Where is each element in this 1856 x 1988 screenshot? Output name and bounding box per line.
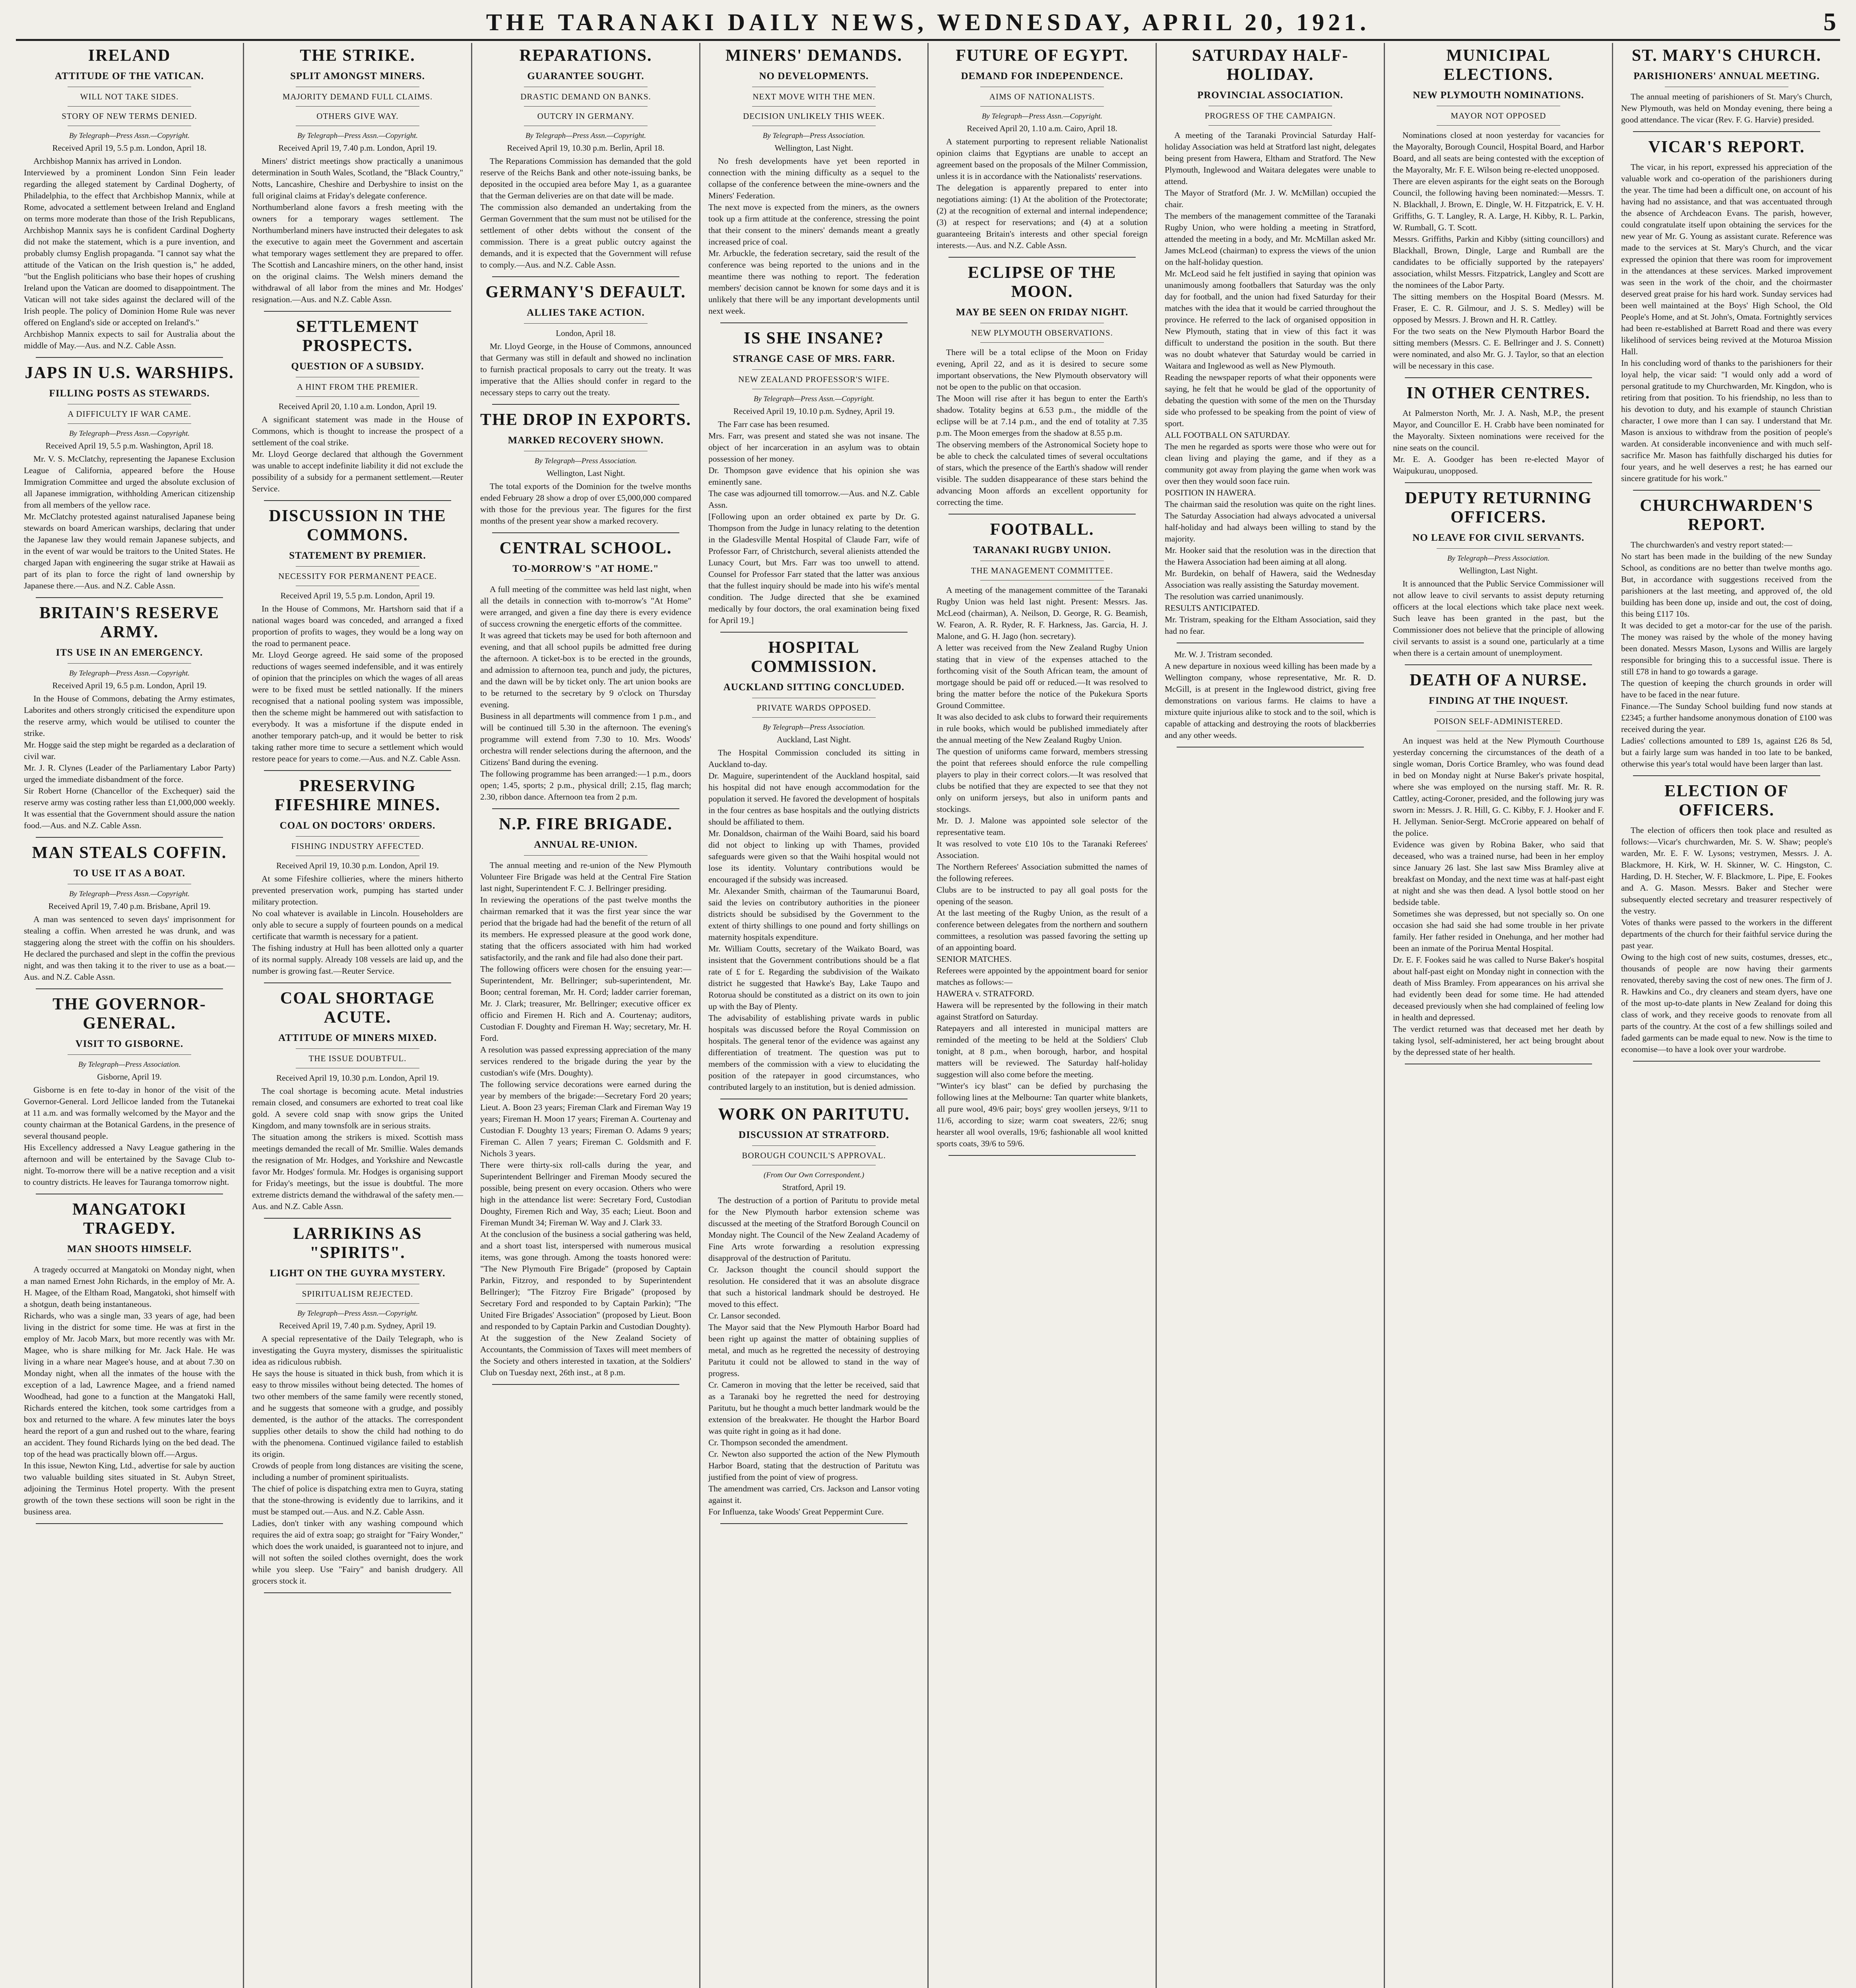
subhead-divider bbox=[68, 106, 191, 107]
article-divider bbox=[36, 837, 223, 838]
masthead bbox=[16, 7, 1840, 41]
newspaper-title: THE TARANAKI DAILY NEWS, WEDNESDAY, APRIL 20, 1921. bbox=[486, 9, 1370, 35]
article bbox=[937, 263, 1148, 514]
article bbox=[1393, 384, 1604, 483]
article-subhead: NEW ZEALAND PROFESSOR'S WIFE. bbox=[738, 375, 890, 384]
article-subhead: QUESTION OF A SUBSIDY. bbox=[291, 361, 424, 372]
article-subhead: DISCUSSION AT STRATFORD. bbox=[739, 1130, 889, 1140]
article-body: The churchwarden's and vestry report stated:— No start has been made in the building of the new Sunday School, as conditions are no better than twelve months ago. But, in accordance with suggestions received from the parishioners at the last meeting, and approved of, the old building has been done up, inside and out, the cost of doing, this being £117 10s. It was decided to get a motor-car for the use of the parish. The money was raised by the whole of the money having been donated. Messrs Mason, Lysons and Willis are largely responsible for bringing this to a successful issue. There is still £78 in hand to go towards a garage. The question of keeping the church grounds in order will have to be faced in the near future. Finance.—The Sunday School building fund now stands at £2345; a further handsome anonymous donation of £100 was received during the year. Ladies' collections amounted to £89 1s, against £26 8s 5d, but a fairly large sum was handed in too late to be banked, otherwise this year's total would have been larger than last. bbox=[1621, 540, 1832, 769]
subhead-divider bbox=[980, 106, 1104, 107]
article-divider bbox=[36, 988, 223, 989]
article-headline: CHURCHWARDEN'S REPORT. bbox=[1640, 497, 1813, 534]
subhead-divider bbox=[524, 579, 648, 580]
article bbox=[708, 1105, 919, 1524]
article-headline: FUTURE OF EGYPT. bbox=[956, 47, 1129, 65]
article-headline: THE GOVERNOR-GENERAL. bbox=[52, 995, 206, 1033]
article-subhead: DECISION UNLIKELY THIS WEEK. bbox=[743, 111, 885, 121]
article-divider bbox=[264, 770, 451, 771]
article-divider bbox=[948, 1155, 1136, 1156]
article-body: A special representative of the Daily Telegraph, who is investigating the Guyra mystery, dismisses the spiritualistic idea as ridiculous rubbish. He says the house is situated in thick bush, from which it is easy to throw missiles without being detected. The homes of two other members of the same family were recently stoned, and he suggests that someone with a grudge, and possibly demented, is the author of the attacks. The correspondent supplies other details to show the child had nothing to do with the phenomena. Continued vigilance failed to establish its origin. Crowds of people from long distances are visiting the scene, including a number of prominent spiritualists. The chief of police is dispatching extra men to Guyra, stating that the stone-throwing is evidently due to larrikins, and it must be stamped out.—Aus. and N.Z. Cable Assn. Ladies, don't tinker with any washing compound which requires the aid of extra soap; go straight for "Fairy Wonder," which does the work unaided, is guaranteed not to injure, and will not soften the soiled clothes overnight, does the work while you sleep. Use "Fairy" and banish drudgery. All grocers stock it. bbox=[252, 1334, 463, 1586]
article-credit: By Telegraph—Press Assn.—Copyright. bbox=[69, 890, 190, 898]
article-subhead: TO USE IT AS A BOAT. bbox=[74, 868, 185, 879]
article-divider bbox=[1405, 482, 1592, 483]
article-credit: By Telegraph—Press Association. bbox=[762, 132, 865, 140]
article-divider bbox=[264, 311, 451, 312]
article-subhead: POISON SELF-ADMINISTERED. bbox=[1434, 716, 1563, 726]
article bbox=[708, 46, 919, 323]
article-subhead: DRASTIC DEMAND ON BANKS. bbox=[520, 92, 651, 101]
article-subhead: GUARANTEE SOUGHT. bbox=[527, 71, 644, 82]
article-headline: SETTLEMENT PROSPECTS. bbox=[296, 318, 419, 355]
article-subhead: THE ISSUE DOUBTFUL. bbox=[308, 1054, 407, 1063]
article-headline: ST. MARY'S CHURCH. bbox=[1631, 47, 1822, 65]
subhead-divider bbox=[524, 106, 648, 107]
article-body: It is announced that the Public Service Commissioner will not allow leave to civil servants to assist deputy returning officers at the local elections which take place next week. Such leave has been granted in the past, but the Commissioner does not believe that the principle of allowing civil servants to assist is a sound one, particularly at a time when there is a certain amount of unemployment. bbox=[1393, 579, 1606, 658]
article-divider bbox=[492, 276, 679, 277]
article-credit: By Telegraph—Press Assn.—Copyright. bbox=[525, 132, 646, 140]
article-subhead: SPLIT AMONGST MINERS. bbox=[290, 71, 425, 82]
article bbox=[252, 46, 463, 312]
article-dateline: Received April 19, 5.5 p.m. Washington, April 18. bbox=[45, 441, 213, 450]
article-subhead: STORY OF NEW TERMS DENIED. bbox=[62, 111, 197, 121]
article-body: Mr. V. S. McClatchy, representing the Japanese Exclusion League of California, appeared before the House Immigration Committee and urged the absolute exclusion of all Japanese immigration, withholding American citizenship from all members of the yellow race. Mr. McClatchy protested against naturalised Japanese being stewards on board American warships, declaring that under the Japanese law they would remain Japanese subjects, and in the event of war would be traitors to the United States. He charged Japan with engineering the sugar strike at Hawaii as part of its plan to force the right of land ownership by Japanese there.—Aus. and N.Z. Cable Assn. bbox=[24, 454, 235, 590]
article-body: A meeting of the Taranaki Provincial Saturday Half-holiday Association was held at Stratford last night, delegates being present from Hawera, Eltham and Stratford. The New Plymouth, Inglewood and Waitara delegates were unable to attend. The Mayor of Stratford (Mr. J. W. McMillan) occupied the chair. The members of the management committee of the Taranaki Rugby Union, who were holding a meeting in Stratford, attended the meeting in a body, and Mr. McMillan asked Mr. James McLeod (chairman) to express the views of the union on the half-holiday question. Mr. McLeod said he felt justified in saying that opinion was unanimously among footballers that Saturday was the only day for football, and the union had fixed Saturday for their matches with the idea that it would be carried throughout the province. He referred to the lack of organised opposition in New Plymouth, stating that in view of this fact it was difficult to understand the position in the south. But there was no doubt whatever that Saturday would be carried in Waitara and Inglewood as well as New Plymouth. Reading the newspaper reports of what their opponents were saying, he felt that he would be glad of the opportunity of debating the question with some of the men on the Thursday side who professed to be speaking from the point of view of sport. ALL FOOTBALL ON SATURDAY. The men he regarded as sports were those who were out for clean living and playing the game, and if they as a community got away from playing the game when work was over then they would soon face ruin. POSITION IN HAWERA. The chairman said the resolution was quite on the right lines. The Saturday Association had always advocated a universal half-holiday and had always been willing to stand by the majority. Mr. Hooker said that the resolution was in the direction that the Hawera Association had been aiming at all along. Mr. Burdekin, on behalf of Hawera, said the Wednesday Association was really assisting the Saturday movement. The resolution was carried unanimously. RESULTS ANTICIPATED. Mr. Tristram, speaking for the Eltham Association, said they had no fear. bbox=[1165, 130, 1376, 636]
subhead-divider bbox=[296, 1048, 419, 1049]
article-headline: HOSPITAL COMMISSION. bbox=[751, 639, 877, 676]
article-divider bbox=[720, 1523, 908, 1524]
subhead-divider bbox=[752, 717, 876, 718]
subhead-divider bbox=[296, 566, 419, 567]
article-body: A tragedy occurred at Mangatoki on Monday night, when a man named Ernest John Richards, in the employ of Mr. A. H. Magee, of the Eltham Road, Mangatoki, shot himself with a shotgun, death being instantaneous. Richards, who was a single man, 33 years of age, had been living in the district for some time. He was at first in the employ of Mr. Jacob Marx, but more recently was with Mr. Magee, who is share milking for Mr. Jack Hale. He was living in a whare near Magee's house, and at about 7.30 on Monday night, when all the inmates of the house with the exception of a lad, Lawrence Magee, and a friend named Woodhead, had gone to a function at the Mangatoki Hall, Richards entered the kitchen, took some cartridges from a box and returned to the whare. A few minutes later the boys heard the report of a gun and rushed out to the whare, fearing an accident. They found Richards lying on the bed dead. The top of the head was practically blown off.—Argus. In this issue, Newton King, Ltd., advertise for sale by auction two valuable building sites situated in St. Aubyn Street, adjoining the Terminus Hotel property. With the present growth of the town these sections will soon be right in the business area. bbox=[24, 1265, 235, 1516]
article-body: A statement purporting to represent reliable Nationalist opinion claims that Egyptians are unable to accept an agreement based on the proposals of the Milner Commission, unless it is in accordance with the Nationalists' reservations. The delegation is apparently prepared to enter into negotiations aiming: (1) At the abolition of the Protectorate; (2) at the recognition of external and internal independence; (3) at respect for reservations; and (4) at a solution guaranteeing Britain's interests and other special foreign interests.—Aus. and N.Z. Cable Assn. bbox=[937, 137, 1148, 250]
article-credit: By Telegraph—Press Association. bbox=[78, 1060, 181, 1069]
article bbox=[708, 638, 919, 1099]
article-subhead: MARKED RECOVERY SHOWN. bbox=[508, 435, 664, 446]
article bbox=[24, 995, 235, 1194]
column-6 bbox=[1157, 43, 1385, 1988]
article-subhead: ALLIES TAKE ACTION. bbox=[527, 307, 645, 318]
article bbox=[480, 410, 694, 533]
subhead-divider bbox=[1437, 711, 1560, 712]
article-dateline: Wellington, Last Night. bbox=[774, 143, 853, 153]
article-body: At Palmerston North, Mr. J. A. Nash, M.P., the present Mayor, and Councillor E. H. Crabb have been nominated for the Mayoralty. Sixteen nominations were received for the nine seats on the council. Mr. E. A. Goodger has been re-elected Mayor of Waipukurau, unopposed. bbox=[1393, 408, 1604, 476]
article-body: Mr. W. J. Tristram seconded. A new departure in noxious weed killing has been made by a Wellington company, whose representative, Mr. R. D. McGill, is at present in the Inglewood district, giving free demonstrations on various farms. He claims to have a mixture quite injurious alike to stock and to the soil, which is capable of attacking and destroying the roots of blackberries and any other weeds. bbox=[1165, 650, 1376, 740]
article-dateline: Received April 19, 6.5 p.m. London, April 19. bbox=[52, 681, 207, 690]
article-dateline: Stratford, April 19. bbox=[782, 1182, 846, 1192]
column-2 bbox=[244, 43, 472, 1988]
newspaper-columns bbox=[16, 43, 1840, 1988]
article bbox=[937, 46, 1148, 258]
article-subhead: MAN SHOOTS HIMSELF. bbox=[67, 1244, 192, 1254]
article-dateline: Received April 19, 5.5 p.m. London, April 18. bbox=[52, 143, 207, 153]
article-body: Nominations closed at noon yesterday for vacancies for the Mayoralty, Borough Council, Hospital Board, and Harbor Board, and all seats are being contested with the exception of the Mayoralty, Mr. F. E. Wilson being re-elected unopposed. There are eleven aspirants for the eight seats on the Borough Council, the following having been nominated:—Messrs. T. N. Blackhall, J. Brown, E. Dingle, W. H. Fitzpatrick, E. V. H. Griffiths, G. T. Langley, R. A. Large, H. Kibby, R. L. Parkin, W. Rumball, G. T. Scott. Messrs. Griffiths, Parkin and Kibby (sitting councillors) and Blackhall, Brown, Dingle, Large and Rumball are the candidates to be officially supported by the ratepayers' association, whilst Messrs. Fitzpatrick, Langley and Scott are the nominees of the Labor Party. The sitting members on the Hospital Board (Messrs. M. Fraser, E. C. R. Gilmour, and J. S. S. Medley) will be opposed by Messrs. J. Brown and H. R. Cattley. For the two seats on the New Plymouth Harbor Board the sitting members (Messrs. C. E. Bellringer and J. S. Connett) were nominated, and also Mr. G. J. Taylor, so that an election will be necessary in this case. bbox=[1393, 130, 1604, 371]
article-subhead: PROGRESS OF THE CAMPAIGN. bbox=[1204, 111, 1336, 120]
subhead-divider bbox=[752, 1145, 876, 1146]
subhead-divider bbox=[68, 663, 191, 664]
article-headline: BRITAIN'S RESERVE ARMY. bbox=[39, 604, 220, 641]
subhead-divider bbox=[296, 1303, 419, 1304]
article-headline: N.P. FIRE BRIGADE. bbox=[498, 815, 673, 833]
article-body: There will be a total eclipse of the Moon on Friday evening, April 22, and as it is desired to secure some important observations, the New Plymouth observatory will not be open to the public on that occasion. The Moon will rise after it has begun to enter the Earth's shadow. Totality begins at 6.53 p.m., the middle of the eclipse will be at 7.14 p.m., and the end of totality at 7.35 p.m. The Moon emerges from the shadow at 8.55 p.m. The observing members of the Astronomical Society hope to be able to check the calculated times of several occultations of stars, which the presence of the Earth's shadow will render visible. The sudden disappearance of these stars behind the advancing Moon affords an excellent opportunity for correcting the time. bbox=[937, 348, 1148, 507]
article bbox=[252, 989, 463, 1219]
article bbox=[1621, 46, 1835, 132]
article-dateline: Received April 19, 10.30 p.m. London, April 19. bbox=[276, 1073, 439, 1083]
article-headline: FOOTBALL. bbox=[990, 520, 1094, 539]
column-5 bbox=[929, 43, 1157, 1988]
article bbox=[1621, 782, 1832, 1062]
article-credit: By Telegraph—Press Association. bbox=[762, 723, 865, 732]
article-credit: By Telegraph—Press Assn.—Copyright. bbox=[69, 132, 190, 140]
subhead-divider bbox=[296, 396, 419, 397]
article-dateline: Gisborne, April 19. bbox=[97, 1072, 162, 1081]
article bbox=[1165, 649, 1376, 747]
article-subhead: A HINT FROM THE PREMIER. bbox=[297, 382, 418, 392]
article-headline: DISCUSSION IN THE COMMONS. bbox=[269, 507, 446, 544]
article-headline: PRESERVING FIFESHIRE MINES. bbox=[274, 777, 441, 814]
article-dateline: Received April 19, 7.40 p.m. London, April 19. bbox=[278, 143, 437, 153]
article-divider bbox=[264, 1218, 451, 1219]
article-subhead: FISHING INDUSTRY AFFECTED. bbox=[291, 841, 424, 851]
article-headline: ELECTION OF OFFICERS. bbox=[1664, 782, 1789, 819]
article-divider bbox=[264, 500, 451, 501]
article bbox=[480, 539, 691, 809]
subhead-divider bbox=[752, 369, 876, 370]
article-body: The destruction of a portion of Paritutu to provide metal for the New Plymouth harbor extension scheme was discussed at the meeting of the Stratford Borough Council on Monday night. The Council of the New Zealand Academy of Fine Arts wrote forwarding a resolution expressing disapproval of the destruction of Paritutu. Cr. Jackson thought the council should support the resolution. He considered that it was an absolute disgrace that such a historical landmark should be destroyed. He moved to this effect. Cr. Lansor seconded. The Mayor said that the New Plymouth Harbor Board had been right up against the matter of obtaining supplies of metal, and much as he regretted the necessity of destroying Paritutu it could not be allowed to stand in the way of progress. Cr. Cameron in moving that the letter be received, said that as a Taranaki boy he regretted the need for destroying Paritutu, but he thought a much better landmark would be the extension of the breakwater. He thought the Harbor Board was quite right in going as it had done. Cr. Thompson seconded the amendment. Cr. Newton also supported the action of the New Plymouth Harbor Board, stating that the destruction of Paritutu was justified from the point of view of progress. The amendment was carried, Crs. Jackson and Lansor voting against it. For Influenza, take Woods' Great Peppermint Cure. bbox=[708, 1196, 919, 1516]
article-headline: COAL SHORTAGE ACUTE. bbox=[280, 989, 435, 1027]
column-1 bbox=[16, 43, 244, 1988]
article-subhead: NEXT MOVE WITH THE MEN. bbox=[752, 92, 875, 101]
article-headline: GERMANY'S DEFAULT. bbox=[485, 283, 686, 301]
article-headline: DEATH OF A NURSE. bbox=[1409, 671, 1588, 689]
article-body: A meeting of the management committee of the Taranaki Rugby Union was held last night. Present: Messrs. Jas. McLeod (chairman), A. Neilson, D. George, R. G. Beamish, W. Fearon, A. R. Ryder, R. F. Harkness, Jas. Garcia, H. J. Malone, and G. H. Jago (hon. secretary). A letter was received from the New Zealand Rugby Union stating that in view of the expenses attached to the forthcoming visit of the South African team, the amount of mortgage should be paid off or reduced.—It was resolved to bring the matter before the notice of the Pukekura Sports Ground Committee. It was also decided to ask clubs to forward their requirements in rule books, which would be published immediately after the annual meeting of the New Zealand Rugby Union. The question of uniforms came forward, members stressing the point that referees should enforce the rule compelling players to play in their correct colors.—It was resolved that clubs be notified that they are expected to see that they not only on uniform jerseys, but also in uniform pants and stockings. Mr. D. J. Malone was appointed sole selector of the representative team. It was resolved to vote £10 10s to the Taranaki Referees' Association. The Northern Referees' Association submitted the names of the following referees. Clubs are to be instructed to pay all goal posts for the opening of the season. At the last meeting of the Rugby Union, as the result of a conference between delegates from the northern and southern committees, a resolution was passed favoring the setting up of an appointing board. SENIOR MATCHES. Referees were appointed by the appointment board for senior matches as follows:— HAWERA v. STRATFORD. Hawera will be represented by the following in their match against Stratford on Saturday. Ratepayers and all interested in municipal matters are reminded of the meeting to be held at the Soldiers' Club tonight, at 8 p.m., when borough, harbor, and hospital matters will be reviewed. The Saturday half-holiday suggestion will also come before the meeting. "Winter's icy blast" can be defied by purchasing the following lines at the Melbourne: Tan quarter white blankets, all pure wool, 49/6 pair; boys' grey woollen jerseys, 9/11 to 11/6, according to size; warm coat sweaters, 22/6; snug hearster all wool overalls, 19/6; fashionable all wool knitted sports coats, 39/6 to 59/6. bbox=[937, 585, 1148, 1148]
column-3 bbox=[472, 43, 700, 1988]
article bbox=[24, 46, 235, 358]
article-dateline: Auckland, Last Night. bbox=[777, 735, 851, 744]
article-subhead: AUCKLAND SITTING CONCLUDED. bbox=[723, 682, 905, 693]
article-divider bbox=[264, 1592, 451, 1593]
article bbox=[24, 843, 235, 989]
article bbox=[1621, 496, 1832, 776]
article-body: Gisborne is en fete to-day in honor of the visit of the Governor-General. Lord Jellicoe landed from the Tutanekai at 11 a.m. and was formally welcomed by the Mayor and the county chairman at the Botanical Gardens, in the presence of several thousand people. His Excellency addressed a Navy League gathering in the afternoon and will be entertained by the Savage Club to-night. To-morrow there will be a native reception and a visit to country districts. He leaves for Tauranga tomorrow night. bbox=[24, 1085, 235, 1187]
article-divider bbox=[492, 808, 679, 809]
article-body: The Reparations Commission has demanded that the gold reserve of the Reichs Bank and other note-issuing banks, be deposited in the occupied area before May 1, as a guarantee that the German deliveries are on that date will be made. The commission also demanded an undertaking from the German Government that the sum must not be utilised for the settlement of other debts without the consent of the commission. There is a great public outcry against the demands, and it is expected that the Government will refuse to comply.—Aus. and N.Z. Cable Assn. bbox=[480, 156, 691, 270]
article-body: Miners' district meetings show practically a unanimous determination in South Wales, Scotland, the "Black Country," Notts, Lancashire, Cheshire and Derbyshire to insist on the full original claims at Friday's delegate conference. Northumberland alone favors a fresh meeting with the owners for a temporary wages settlement. The Northumberland miners have instructed their delegates to ask the executive to again meet the Government and ascertain what temporary wages settlement they are prepared to offer. The Scottish and Lancashire miners, on the other hand, insist on the original claims. The Welsh miners demand the withdrawal of all labor from the mines and Mr. Hodges' resignation.—Aus. and N.Z. Cable Assn. bbox=[252, 156, 463, 304]
article-body: In the House of Commons, Mr. Hartshorn said that if a national wages board was conceded, and arranged a fixed proportion of profits to wages, they would be a long way on the road to permanent peace. Mr. Lloyd George agreed. He said some of the proposed reductions of wages seemed indefensible, and it was entirely of opinion that the principles on which the wages of all areas were to be fixed must be settled nationally. If the miners recognised that a national pooling system was impossible, then the scheme might be hammered out with satisfaction to everybody. It was a misfortune if the dispute ended in another temporary patch-up, and it would be better to risk taking rather more time to secure a settlement which would restore peace for years to come.—Aus. and N.Z. Cable Assn. bbox=[252, 604, 463, 763]
article-headline: JAPS IN U.S. WARSHIPS. bbox=[25, 364, 234, 382]
article-subhead: A DIFFICULTY IF WAR CAME. bbox=[68, 409, 191, 419]
article-headline: ECLIPSE OF THE MOON. bbox=[968, 264, 1117, 301]
article-subhead: OUTCRY IN GERMANY. bbox=[537, 111, 634, 121]
article-body: A man was sentenced to seven days' imprisonment for stealing a coffin. When arrested he was drunk, and was staggering along the street with the coffin on his shoulders. He declared the purchased and slept in the coffin the previous night, and was then taking it to the river to use as a boat.—Aus. and N.Z. Cable Assn. bbox=[24, 914, 237, 982]
article-subhead: WILL NOT TAKE SIDES. bbox=[80, 92, 179, 101]
article-headline: MAN STEALS COFFIN. bbox=[32, 844, 227, 862]
article bbox=[480, 46, 691, 277]
article-dateline: Received April 19, 7.40 p.m. Brisbane, April 19. bbox=[48, 901, 211, 911]
article-subhead: STATEMENT BY PREMIER. bbox=[289, 550, 426, 561]
article-headline: IRELAND bbox=[88, 47, 171, 65]
article-subhead: ANNUAL RE-UNION. bbox=[534, 839, 638, 850]
article-subhead: MAY BE SEEN ON FRIDAY NIGHT. bbox=[956, 307, 1129, 318]
article-divider bbox=[1633, 131, 1820, 132]
subhead-divider bbox=[524, 323, 648, 324]
column-8 bbox=[1613, 43, 1840, 1988]
article-headline: IN OTHER CENTRES. bbox=[1406, 384, 1590, 402]
article-body: The election of officers then took place and resulted as follows:—Vicar's churchwarden, Mr. S. W. Shaw; people's warden, Mr. E. F. W. Lysons; vestrymen, Messrs. J. A. Blackmore, H. Kirk, W. H. Skinner, W. C. Hingston, C. Harding, D. H. Stecher, W. F. Blackmore, L. Pipe, E. Fookes and A. G. Mason. Messrs. Baker and Stecher were subsequently elected secretary and treasurer respectively of the vestry. Votes of thanks were passed to the workers in the different departments of the church for their faithful service during the past year. Owing to the high cost of new suits, costumes, dresses, etc., thousands of people are now having their garments renovated, thereby saving the cost of new ones. The firm of J. R. Hawkins and Co., dry cleaners and steam dyers, have one of the most up-to-date plants in New Zealand for doing this class of work, and they receive goods to renovate from all parts of the country. At the cost of a few shillings soiled and faded garments can be made equal to new. Now is the time to economise—to have a look over your wardrobe. bbox=[1621, 825, 1832, 1054]
article-body: Mr. Lloyd George, in the House of Commons, announced that Germany was still in default and showed no inclination to furnish practical proposals to carry out the treaty. It was imperative that the Allies should confer in regard to the necessary steps to carry out the treaty. bbox=[480, 342, 694, 397]
article-body: Archbishop Mannix has arrived in London. Interviewed by a prominent London Sinn Fein leader regarding the alleged statement by Cardinal Dogherty, of Philadelphia, to the effect that Archbishop Mannix, while at Rome, advocated a settlement between Ireland and England on terms more moderate than those of the Irish Republicans, Archbishop Mannix says he is confident Cardinal Dogherty did not make the statement, which is a pure invention, and probably clumsy English propaganda. "I cannot say what the attitude of the Vatican on the Irish question is," he added, "but the English politicians who base their hopes of crushing Ireland upon the Vatican are doomed to disappointment. The Vatican will not take sides against the declared will of the Irish people. The policy of Dominion Home Rule was never offered on England's side or accepted on Ireland's." Archbishop Mannix expects to sail for Australia about the middle of May.—Aus. and N.Z. Cable Assn. bbox=[24, 156, 235, 350]
article bbox=[480, 283, 694, 405]
article-subhead: MAJORITY DEMAND FULL CLAIMS. bbox=[282, 92, 433, 101]
article-subhead: NEW PLYMOUTH OBSERVATIONS. bbox=[971, 328, 1113, 338]
subhead-divider bbox=[296, 836, 419, 837]
article-subhead: PRIVATE WARDS OPPOSED. bbox=[756, 703, 871, 712]
article-subhead: VISIT TO GISBORNE. bbox=[75, 1039, 184, 1049]
article-body: In the House of Commons, debating the Army estimates, Laborites and others strongly criticised the expenditure upon the reserve army, which would be utilised to counter the strike. Mr. Hogge said the step might be regarded as a declaration of civil war. Mr. J. R. Clynes (Leader of the Parliamentary Labor Party) urged the immediate disbandment of the force. Sir Robert Horne (Chancellor of the Exchequer) said the reserve army was costing rather less than £1,000,000 weekly. It was essential that the Government should assure the nation food.—Aus. and N.Z. Cable Assn. bbox=[24, 694, 235, 830]
article-dateline: Received April 19, 10.30 p.m. Berlin, April 18. bbox=[507, 143, 665, 153]
article-subhead: STRANGE CASE OF MRS. FARR. bbox=[733, 353, 895, 364]
article-credit: By Telegraph—Press Association. bbox=[534, 457, 637, 465]
article-divider bbox=[492, 404, 679, 405]
article bbox=[24, 363, 235, 598]
article-subhead: NO LEAVE FOR CIVIL SERVANTS. bbox=[1412, 532, 1584, 543]
article-body: A full meeting of the committee was held last night, when all the details in connection with to-morrow's "At Home" were arranged, and given a fine day there is every evidence of success crowning the energetic efforts of the committee. It was agreed that tickets may be used for both afternoon and evening, and that all school pupils be admitted free during the afternoon. A ticket-box is to be erected in the grounds, and admission to afternoon tea, punch and judy, the pictures, and the dawn will be by ticket only. The art union books are to be returned to the secretary by 9 o'clock on Thursday evening. Business in all departments will commence from 1 p.m., and will be continued till 5.30 in the afternoon. The evening's programme will extend from 7.30 to 10. Mrs. Woods' orchestra will render selections during the afternoon, and the Citizens' Band during the evening. The following programme has been arranged:—1 p.m., doors open; 1.45, sports; 2 p.m., physical drill; 2.15, flag march; 2.30, ribbon dance. Afternoon tea from 2 p.m. bbox=[480, 584, 691, 802]
article-body: The annual meeting of parishioners of St. Mary's Church, New Plymouth, was held on Monday evening, there being a good attendance. The vicar (Rev. F. G. Harvie) presided. bbox=[1621, 92, 1835, 124]
article-divider bbox=[948, 257, 1136, 258]
subhead-divider bbox=[1208, 125, 1332, 126]
article-headline: MUNICIPAL ELECTIONS. bbox=[1443, 47, 1553, 84]
article bbox=[24, 1200, 235, 1524]
article bbox=[1621, 138, 1832, 491]
article-body: An inquest was held at the New Plymouth Courthouse yesterday concerning the circumstances of the death of a single woman, Doris Cortice Bramley, who was found dead in bed on Monday night at Nurse Baker's private hospital, where she was employed on the nursing staff. Mr. R. R. Cattley, acting-Coroner, presided, and the following jury was sworn in: Messrs. J. R. Hill, G. C. Kibby, F. J. Hooker and F. H. Jellyman. Senior-Sergt. McCrorie appeared on behalf of the police. Evidence was given by Robina Baker, who said that deceased, who was a trained nurse, had been in her employ since January 26 last. She last saw Miss Bramley alive at breakfast on Monday, and the next time was at half-past eight at night and she was then dead. A lysol bottle stood on her bedside table. Sometimes she was depressed, but not specially so. On one occasion she had said she had some trouble in her private family. Her father resided in Onehunga, and her mother had been an inmate of the Porirua Mental Hospital. Dr. E. F. Fookes said he was called to Nurse Baker's hospital about half-past eight on Monday night in connection with the death of Miss Bramley. From appearances on his arrival she had evidently been dead for some time. He had attended deceased previously when she had complained of feeling low in health and depressed. The verdict returned was that deceased met her death by taking lysol, self-administered, her act being brought about by the depressed state of her health. bbox=[1393, 736, 1604, 1057]
article-dateline: Wellington, Last Night. bbox=[1459, 566, 1538, 575]
article-divider bbox=[1633, 775, 1820, 776]
article-subhead: ATTITUDE OF THE VATICAN. bbox=[54, 71, 204, 82]
article-body: No fresh developments have yet been reported in connection with the mining difficulty as a sequel to the collapse of the conference between the mine-owners and the Miners' Federation. The next move is expected from the miners, as the owners took up a firm attitude at the conference, stressing the point that their consent to the miners' demands meant a greatly increased price of coal. Mr. Arbuckle, the federation secretary, said the result of the conference was being reported to the unions and in the meantime there was nothing to report. The federation members' decision cannot be known for some days and it is unlikely that there will be any important developments until next week. bbox=[708, 156, 919, 316]
article-headline: LARRIKINS AS "SPIRITS". bbox=[293, 1225, 422, 1262]
subhead-divider bbox=[1437, 125, 1560, 126]
article-subhead: PARISHIONERS' ANNUAL MEETING. bbox=[1633, 71, 1820, 82]
article-headline: VICAR'S REPORT. bbox=[1648, 138, 1805, 156]
article bbox=[252, 507, 463, 771]
article bbox=[252, 317, 463, 501]
article-dateline: Received April 20, 1.10 a.m. London, April 19. bbox=[278, 402, 437, 411]
article-subhead: TO-MORROW'S "AT HOME." bbox=[512, 563, 659, 574]
article-credit: By Telegraph—Press Assn.—Copyright. bbox=[753, 395, 875, 403]
column-7 bbox=[1385, 43, 1613, 1988]
article-subhead: PROVINCIAL ASSOCIATION. bbox=[1197, 90, 1344, 101]
article-credit: By Telegraph—Press Assn.—Copyright. bbox=[69, 669, 190, 678]
article-credit: By Telegraph—Press Assn.—Copyright. bbox=[297, 1309, 418, 1318]
article bbox=[252, 777, 463, 983]
article-body: The total exports of the Dominion for the twelve months ended February 28 show a drop of over £5,000,000 compared with those for the previous year. The figures for the first months of the present year show a marked recovery. bbox=[480, 481, 694, 526]
article bbox=[937, 520, 1148, 1156]
article-subhead: NO DEVELOPMENTS. bbox=[759, 71, 869, 82]
article-subhead: LIGHT ON THE GUYRA MYSTERY. bbox=[270, 1268, 446, 1279]
article-subhead: OTHERS GIVE WAY. bbox=[316, 111, 399, 121]
subhead-divider bbox=[296, 106, 419, 107]
article-divider bbox=[36, 597, 223, 598]
subhead-divider bbox=[68, 423, 191, 424]
article-credit: By Telegraph—Press Assn.—Copyright. bbox=[981, 112, 1103, 120]
article-body: At some Fifeshire collieries, where the miners hitherto prevented preservation work, pumping has started under military protection. No coal whatever is available in Lincoln. Householders are only able to secure a supply of fourteen pounds on a medical certificate that warmth is necessary for a patient. The fishing industry at Hull has been allotted only a quarter of its normal supply. Already 108 vessels are laid up, and the number is growing fast.—Reuter Service. bbox=[252, 874, 463, 976]
article-subhead: THE MANAGEMENT COMMITTEE. bbox=[971, 566, 1113, 575]
article-subhead: FILLING POSTS AS STEWARDS. bbox=[49, 388, 210, 399]
article-subhead: SPIRITUALISM REJECTED. bbox=[302, 1289, 413, 1299]
article-divider bbox=[492, 1384, 679, 1385]
subhead-divider bbox=[752, 106, 876, 107]
page-number: 5 bbox=[1823, 8, 1836, 36]
article bbox=[480, 815, 691, 1385]
article-dateline: Received April 20, 1.10 a.m. Cairo, April 18. bbox=[967, 124, 1117, 133]
article-divider bbox=[264, 982, 451, 983]
article-body: The vicar, in his report, expressed his appreciation of the valuable work and co-operation of the parishioners during the year. The time had been a difficult one, on account of his having had no assistance, and that was accentuated through the absence of Archdeacon Evans. The parish, however, could congratulate itself upon obtaining the services for the new year of Mr. G. Young as assistant curate. Reference was made to the services at St. Mary's Church, and the vicar expressed the opinion that there was room for improvement in the attendances at these services. Marked improvement was seen in the work of the choir, and the choirmaster deserved great praise for his hard work. Sunday services had been well maintained at the Boys' High School, the Old People's Home, and at St. John's, Omata. Fortnightly services had been re-established at Barrett Road and there was every likelihood of services being revived at the Moturoa Mission Hall. In his concluding word of thanks to the parishioners for their loyal help, the vicar said: "I would only add a word of personal gratitude to my Churchwarden, Mr. Kingdon, who is retiring from that position. To his friendship, no less than to his devotion to duty, and his example of staunch Christian character, I owe more than I can say. I understand that Mr. Mason is anxious to withdraw from the position of people's warden. At considerable inconvenience and with much self-sacrifice Mr. Mason has faithfully discharged his duties for four years, and he well deserves a rest; he has earned our sincere gratitude for his work." bbox=[1621, 162, 1832, 483]
article bbox=[708, 329, 919, 633]
article-credit: (From Our Own Correspondent.) bbox=[764, 1171, 864, 1179]
article-subhead: BOROUGH COUNCIL'S APPROVAL. bbox=[742, 1151, 886, 1160]
article-divider bbox=[36, 1523, 223, 1524]
article-subhead: FINDING AT THE INQUEST. bbox=[1429, 695, 1568, 706]
article-divider bbox=[492, 532, 679, 533]
article-subhead: MAYOR NOT OPPOSED bbox=[1451, 111, 1546, 120]
article-subhead: NEW PLYMOUTH NOMINATIONS. bbox=[1413, 90, 1584, 101]
article-divider bbox=[1405, 377, 1592, 378]
article-headline: CENTRAL SCHOOL. bbox=[499, 539, 672, 557]
article-subhead: DEMAND FOR INDEPENDENCE. bbox=[961, 71, 1123, 82]
subhead-divider bbox=[980, 342, 1104, 343]
article-body: The Farr case has been resumed. Mrs. Farr, was present and stated she was not insane. The object of her incarceration in an asylum was to obtain possession of her money. Dr. Thompson gave evidence that his opinion she was eminently sane. The case was adjourned till tomorrow.—Aus. and N.Z. Cable Assn. [Following upon an order obtained ex parte by Dr. G. Thompson from the Judge in lunacy relating to the detention in the Gladesville Mental Hospital of Claude Farr, wife of Professor Farr, of Christchurch, several alienists attended the Lunacy Court, but Mrs. Farr was too unwell to attend. Counsel for Professor Farr stated that the latter was anxious that the fullest inquiry should be made into his wife's mental condition. The Judge directed that she be examined medically by four doctors, the oral examination being fixed for April 19.] bbox=[708, 419, 919, 625]
article-headline: REPARATIONS. bbox=[519, 47, 652, 65]
article-body: The annual meeting and re-union of the New Plymouth Volunteer Fire Brigade was held at the Central Fire Station last night, Superintendent F. C. J. Bellringer presiding. In reviewing the operations of the past twelve months the chairman remarked that it was the first year since the war period that the brigade had had the benefit of the return of all its members. He expressed pleasure at the good work done, stating that the officers associated with him had worked satisfactorily, and the rank and file had also done their part. The following officers were chosen for the ensuing year:—Superintendent, Mr. Bellringer; sub-superintendent, Mr. Boon; central foreman, Mr. H. Cord; ladder carrier foreman, Mr. J. Clark; treasurer, Mr. Bellringer; executive officer ex officio and Firemen H. Rich and A. Courtenay; auditors, Custodian F. Doughty and Fireman H. Way; secretary, Mr. H. Ford. A resolution was passed expressing appreciation of the many services rendered to the brigade during the year by the custodian's wife (Mrs. Doughty). The following service decorations were earned during the year by members of the brigade:—Secretary Ford 20 years; Lieut. A. Boon 23 years; Fireman Clark and Fireman Way 19 years; Fireman H. Moon 17 years; Fireman A. Courtenay and Custodian F. Doughty 13 years; Fireman O. Adams 9 years; Fireman C. Allen 7 years; Fireman C. Goldsmith and F. Nichols 3 years. There were thirty-six roll-calls during the year, and Superintendent Bellringer and Fireman Moody secured the possible, being present on every occasion. Others who were high in the attendance list were: Secretary Ford, Custodian Doughty, Firemen Rich and Way, 35 each; Lieut. Boon and Fireman Mundt 34; Fireman W. Way and J. Clark 33. At the conclusion of the business a social gathering was held, and a short toast list, interspersed with numerous musical items, was gone through. Among the toasts honored were: "The New Plymouth Fire Brigade" (proposed by Captain Parkin, Fitzroy, and responded to by Superintendent Bellringer); "The Fitzroy Fire Brigade" (proposed by Secretary Ford and responded to by Captain Parkin); "The United Fire Brigades' Association" (proposed by Lieut. Boon and responded to by Captain Parkin and Custodian Doughty). At the suggestion of the New Zealand Society of Accountants, the Commission of Taxes will meet members of the Society and others interested in taxation, at the Soldiers' Club on Tuesday next, 26th inst., at 8 p.m. bbox=[480, 860, 691, 1377]
subhead-divider bbox=[524, 855, 648, 856]
article-divider bbox=[1633, 490, 1820, 491]
article-divider bbox=[720, 632, 908, 633]
article-subhead: ATTITUDE OF MINERS MIXED. bbox=[278, 1033, 437, 1043]
article-subhead: ITS USE IN AN EMERGENCY. bbox=[56, 647, 203, 658]
article-dateline: Received April 19, 5.5 p.m. London, April 19. bbox=[280, 591, 435, 600]
article-divider bbox=[720, 322, 908, 323]
article-body: A significant statement was made in the House of Commons, which is thought to increase the prospect of a settlement of the coal strike. Mr. Lloyd George declared that although the Government was unable to accept indefinite liability it did not exclude the possibility of a subsidy for a permanent settlement.—Reuter Service. bbox=[252, 415, 463, 493]
article-headline: THE STRIKE. bbox=[300, 47, 415, 65]
article-divider bbox=[36, 357, 223, 358]
article-dateline: Wellington, Last Night. bbox=[546, 468, 625, 478]
article-body: The Hospital Commission concluded its sitting in Auckland to-day. Dr. Maguire, superintendent of the Auckland hospital, said his hospital did not have enough accommodation for the population it served. He favored the development of hospitals in the four centres as base hospitals and the outlying districts should be affiliated to them. Mr. Donaldson, chairman of the Waihi Board, said his board did not object to linking up with Thames, provided safeguards were given so that the Waihi hospital would not lose its identity. Voluntary contributions would be encouraged if the subsidy was increased. Mr. Alexander Smith, chairman of the Taumarunui Board, said the levies on contributory authorities in the pioneer districts should be subsidised by the Government to the extent of thirty shillings to one pound and forty shillings on maternity hospitals expenditure. Mr. William Coutts, secretary of the Waikato Board, was insistent that the Government contributions should be a flat rate of £ for £. Regarding the subdivision of the Waikato district he suggested that Hawke's Bay, Lake Taupo and Rotorua should be constituted as a district on its own to join up with the Bay of Plenty. The advisability of establishing private wards in public hospitals was discussed before the Royal Commission on hospitals. The general tenor of the evidence was against any differentiation of treatment. The question was put to members of the commission with a view to elucidating the position of the ratepayer in good circumstances, who contributed largely to an institution, but is denied admission. bbox=[708, 748, 919, 1092]
article-headline: MANGATOKI TRAGEDY. bbox=[72, 1200, 187, 1238]
article-dateline: Received April 19, 10.10 p.m. Sydney, April 19. bbox=[733, 406, 895, 416]
article-subhead: AIMS OF NATIONALISTS. bbox=[989, 92, 1095, 101]
article bbox=[1393, 671, 1604, 1064]
article-dateline: Received April 19, 7.40 p.m. Sydney, April 19. bbox=[279, 1321, 436, 1330]
subhead-divider bbox=[1437, 548, 1560, 549]
article bbox=[1393, 489, 1604, 665]
article-headline: IS SHE INSANE? bbox=[744, 329, 884, 348]
article-credit: By Telegraph—Press Association. bbox=[1447, 554, 1550, 563]
article bbox=[24, 604, 235, 838]
article-credit: By Telegraph—Press Assn.—Copyright. bbox=[69, 429, 190, 438]
article-headline: MINERS' DEMANDS. bbox=[725, 47, 903, 65]
article-subhead: TARANAKI RUGBY UNION. bbox=[973, 545, 1111, 555]
article-subhead: NECESSITY FOR PERMANENT PEACE. bbox=[278, 571, 437, 581]
article-headline: THE DROP IN EXPORTS. bbox=[480, 411, 691, 429]
article-headline: WORK ON PARITUTU. bbox=[718, 1105, 910, 1124]
article bbox=[1393, 46, 1604, 378]
article-headline: SATURDAY HALF-HOLIDAY. bbox=[1192, 47, 1349, 84]
subhead-divider bbox=[68, 1054, 191, 1055]
article-divider bbox=[1633, 1061, 1820, 1062]
article bbox=[1165, 46, 1376, 643]
article-headline: DEPUTY RETURNING OFFICERS. bbox=[1405, 489, 1592, 526]
column-4 bbox=[700, 43, 929, 1988]
article-credit: By Telegraph—Press Assn.—Copyright. bbox=[297, 132, 418, 140]
article bbox=[252, 1224, 463, 1593]
article-divider bbox=[1405, 664, 1592, 665]
article-dateline: Received April 19, 10.30 p.m. London, April 19. bbox=[276, 861, 439, 870]
article-body: The coal shortage is becoming acute. Metal industries remain closed, and consumers are exhorted to treat coal like gold. A severe cold snap with snow grips the United Kingdom, and many townsfolk are in serious straits. The situation among the strikers is mixed. Scottish mass meetings demanded the recall of Mr. Smillie. Wales demands the resignation of Mr. Hodges, and Yorkshire and Newcastle favor Mr. Hodges' formula. Mr. Hodges is organising support for Friday's meetings, but the issue is doubtful. The more extreme districts demand the withdrawal of the safety men.—Aus. and N.Z. Cable Assn. bbox=[252, 1086, 463, 1211]
article-dateline: London, April 18. bbox=[556, 328, 616, 338]
article-subhead: COAL ON DOCTORS' ORDERS. bbox=[279, 820, 436, 831]
